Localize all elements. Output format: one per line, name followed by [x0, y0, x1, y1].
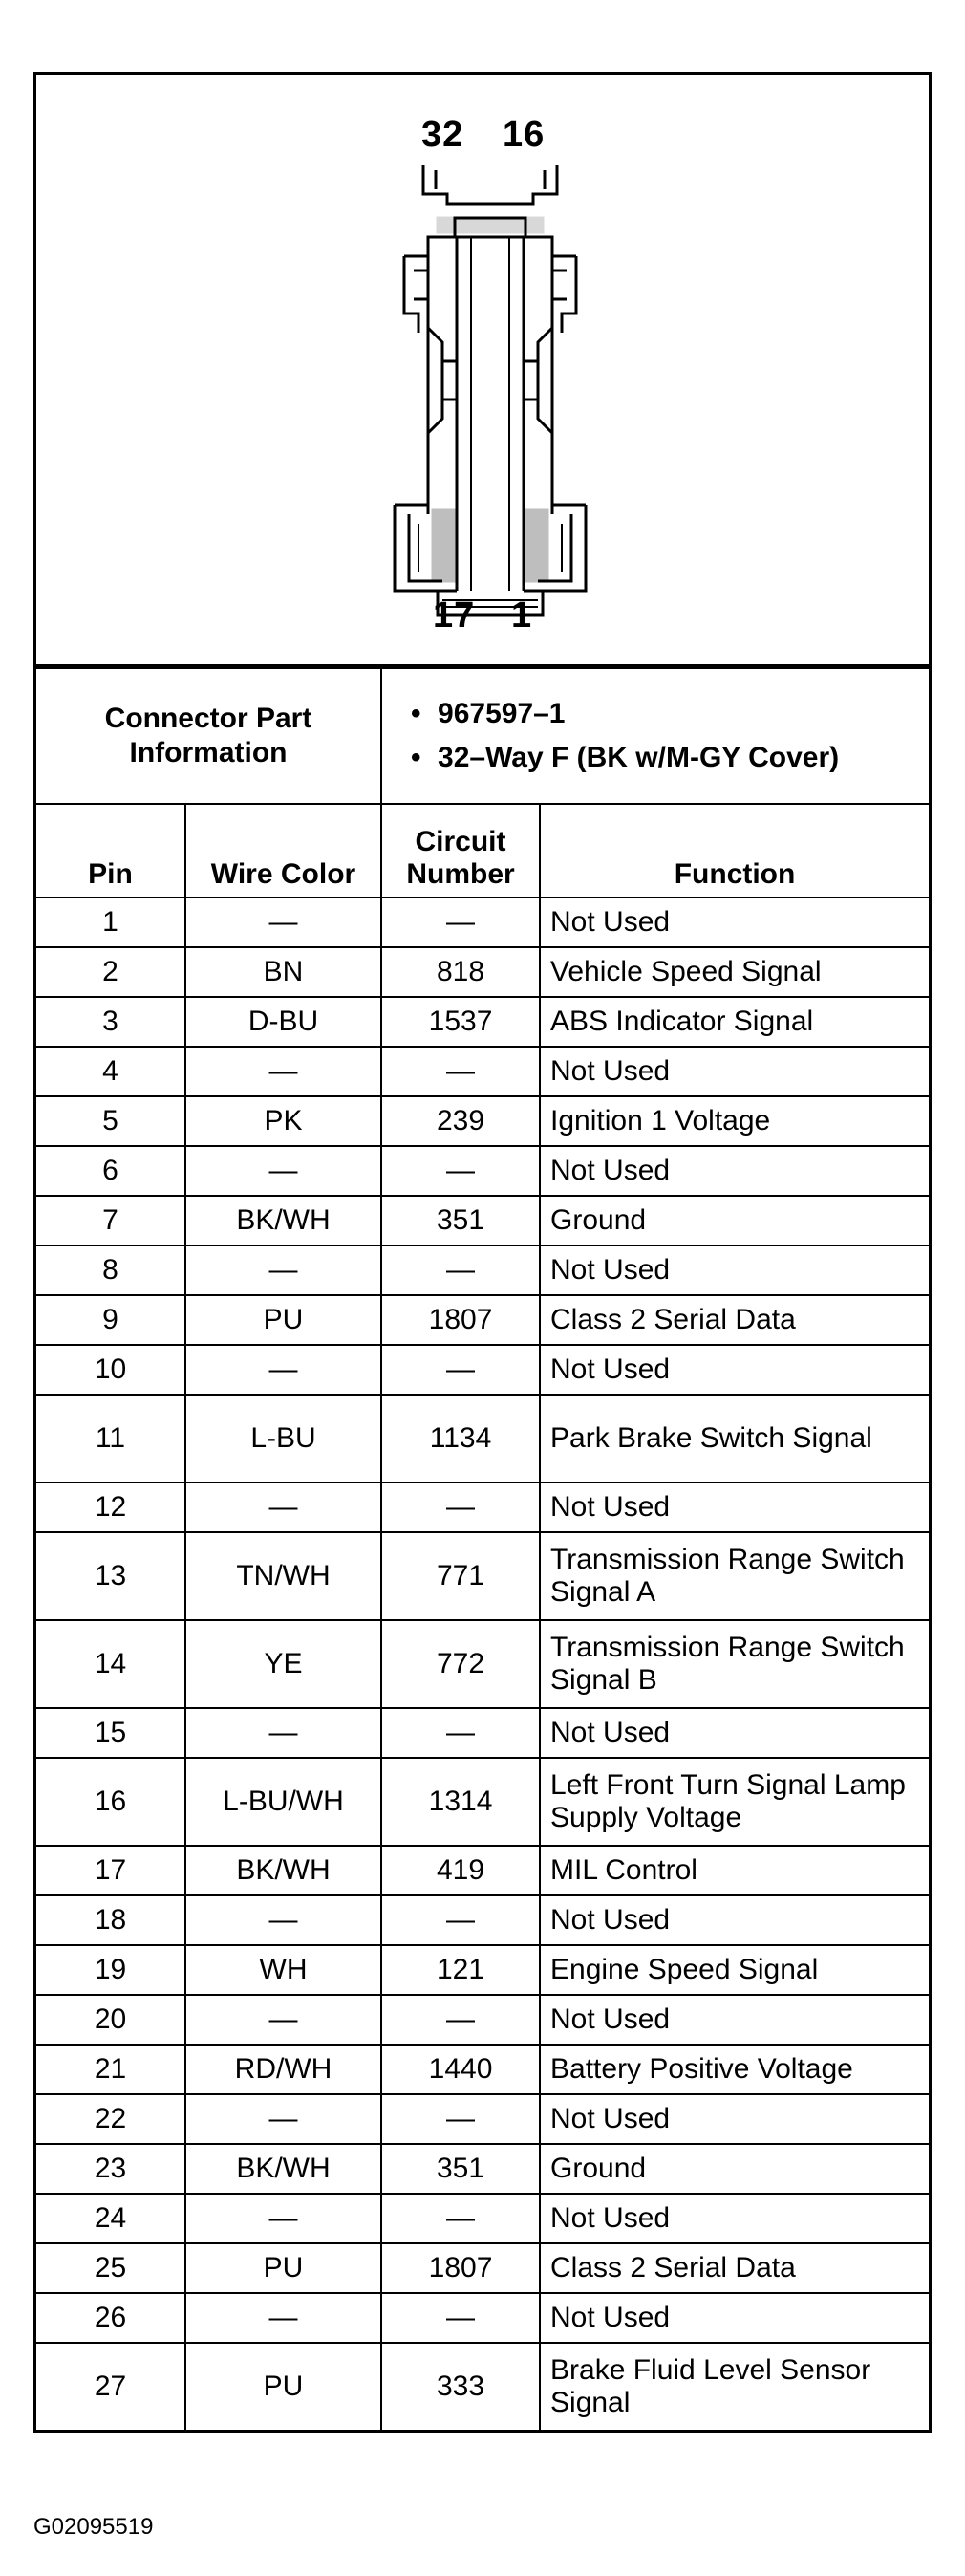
wire-color-cell: —	[185, 1483, 381, 1532]
function-cell: Vehicle Speed Signal	[540, 947, 929, 997]
circuit-number-cell: 351	[381, 1196, 540, 1245]
pin-cell: 26	[36, 2293, 185, 2343]
connector-description: • 32–Way F (BK w/M-GY Cover)	[411, 741, 919, 775]
table-row	[36, 1295, 929, 1345]
wire-color-cell: TN/WH	[185, 1532, 381, 1620]
circuit-number-cell: 419	[381, 1846, 540, 1895]
table-row	[36, 1895, 929, 1945]
table-row	[36, 2293, 929, 2343]
function-cell: Left Front Turn Signal Lamp Supply Voltage	[540, 1758, 929, 1846]
pin-cell: 14	[36, 1620, 185, 1708]
table-row	[36, 1708, 929, 1758]
connector-diagram	[36, 75, 929, 667]
wire-color-cell: L-BU/WH	[185, 1758, 381, 1846]
circuit-number-cell: —	[381, 1708, 540, 1758]
pinout-table	[36, 667, 929, 2430]
pin-cell: 8	[36, 1245, 185, 1295]
wire-color-cell: PU	[185, 2343, 381, 2430]
pin-cell: 15	[36, 1708, 185, 1758]
pin-cell: 24	[36, 2194, 185, 2243]
wire-color-cell: BK/WH	[185, 2144, 381, 2194]
table-row	[36, 2045, 929, 2094]
pin-cell: 5	[36, 1096, 185, 1146]
circuit-number-cell: —	[381, 2094, 540, 2144]
pin-cell: 7	[36, 1196, 185, 1245]
pin-cell: 27	[36, 2343, 185, 2430]
circuit-number-cell: 772	[381, 1620, 540, 1708]
circuit-number-cell: —	[381, 1047, 540, 1096]
function-cell: Battery Positive Voltage	[540, 2045, 929, 2094]
pin-cell: 1	[36, 898, 185, 947]
wire-color-cell: BK/WH	[185, 1196, 381, 1245]
pin-label-17: 17	[433, 595, 476, 636]
wire-color-cell: BK/WH	[185, 1846, 381, 1895]
pin-cell: 9	[36, 1295, 185, 1345]
circuit-number-cell: 1537	[381, 997, 540, 1047]
wire-color-cell: PU	[185, 2243, 381, 2293]
function-cell: Not Used	[540, 1345, 929, 1395]
table-row	[36, 1345, 929, 1395]
header-function: Function	[540, 804, 929, 898]
function-cell: Not Used	[540, 1995, 929, 2045]
table-row	[36, 1846, 929, 1895]
function-cell: Ignition 1 Voltage	[540, 1096, 929, 1146]
wire-color-cell: —	[185, 1708, 381, 1758]
table-row	[36, 997, 929, 1047]
circuit-number-cell: —	[381, 1245, 540, 1295]
circuit-number-cell: 121	[381, 1945, 540, 1995]
circuit-number-cell: —	[381, 1995, 540, 2045]
pin-cell: 4	[36, 1047, 185, 1096]
function-cell: Class 2 Serial Data	[540, 2243, 929, 2293]
wire-color-cell: D-BU	[185, 997, 381, 1047]
circuit-number-cell: 1314	[381, 1758, 540, 1846]
table-row	[36, 1146, 929, 1196]
table-row	[36, 2194, 929, 2243]
header-pin: Pin	[36, 804, 185, 898]
pin-cell: 11	[36, 1395, 185, 1483]
function-cell: Engine Speed Signal	[540, 1945, 929, 1995]
header-row	[36, 804, 929, 898]
function-cell: Not Used	[540, 1483, 929, 1532]
function-cell: Not Used	[540, 1895, 929, 1945]
wire-color-cell: —	[185, 1895, 381, 1945]
circuit-number-cell: 771	[381, 1532, 540, 1620]
circuit-number-cell: 351	[381, 2144, 540, 2194]
circuit-number-cell: —	[381, 1483, 540, 1532]
pin-cell: 22	[36, 2094, 185, 2144]
connector-part-number: • 967597–1	[411, 697, 919, 731]
connector-drawing-icon	[36, 75, 929, 664]
pin-cell: 10	[36, 1345, 185, 1395]
table-row	[36, 1483, 929, 1532]
pin-label-16: 16	[503, 115, 546, 155]
table-row	[36, 1245, 929, 1295]
pin-cell: 25	[36, 2243, 185, 2293]
pin-cell: 23	[36, 2144, 185, 2194]
function-cell: Transmission Range Switch Signal A	[540, 1532, 929, 1620]
pin-cell: 13	[36, 1532, 185, 1620]
connector-info-label: Connector Part Information	[36, 668, 381, 804]
circuit-number-cell: 818	[381, 947, 540, 997]
pin-cell: 12	[36, 1483, 185, 1532]
function-cell: Transmission Range Switch Signal B	[540, 1620, 929, 1708]
circuit-number-cell: 239	[381, 1096, 540, 1146]
function-cell: Not Used	[540, 2293, 929, 2343]
wire-color-cell: BN	[185, 947, 381, 997]
function-cell: ABS Indicator Signal	[540, 997, 929, 1047]
table-row	[36, 2243, 929, 2293]
pin-cell: 17	[36, 1846, 185, 1895]
function-cell: Not Used	[540, 1047, 929, 1096]
wire-color-cell: —	[185, 2194, 381, 2243]
table-row	[36, 1196, 929, 1245]
function-cell: Not Used	[540, 898, 929, 947]
circuit-number-cell: —	[381, 1895, 540, 1945]
circuit-number-cell: —	[381, 1146, 540, 1196]
pin-cell: 16	[36, 1758, 185, 1846]
wire-color-cell: —	[185, 898, 381, 947]
function-cell: Not Used	[540, 1708, 929, 1758]
wire-color-cell: —	[185, 1047, 381, 1096]
table-row	[36, 1995, 929, 2045]
function-cell: Brake Fluid Level Sensor Signal	[540, 2343, 929, 2430]
wire-color-cell: —	[185, 1995, 381, 2045]
table-row	[36, 1395, 929, 1483]
pin-label-1: 1	[511, 595, 533, 636]
pin-label-32: 32	[421, 115, 464, 155]
circuit-number-cell: 1134	[381, 1395, 540, 1483]
function-cell: Ground	[540, 2144, 929, 2194]
connector-sheet	[33, 72, 932, 2433]
pin-rows	[36, 898, 929, 2430]
wire-color-cell: RD/WH	[185, 2045, 381, 2094]
wire-color-cell: —	[185, 2094, 381, 2144]
pin-cell: 3	[36, 997, 185, 1047]
wire-color-cell: WH	[185, 1945, 381, 1995]
function-cell: Not Used	[540, 2194, 929, 2243]
function-cell: Not Used	[540, 1146, 929, 1196]
table-row	[36, 1047, 929, 1096]
table-row	[36, 898, 929, 947]
header-wire-color: Wire Color	[185, 804, 381, 898]
header-circuit-number: Circuit Number	[381, 804, 540, 898]
function-cell: Not Used	[540, 2094, 929, 2144]
table-row	[36, 2343, 929, 2430]
circuit-number-cell: 1440	[381, 2045, 540, 2094]
table-row	[36, 1620, 929, 1708]
table-row	[36, 2094, 929, 2144]
circuit-number-cell: —	[381, 1345, 540, 1395]
pin-cell: 21	[36, 2045, 185, 2094]
function-cell: MIL Control	[540, 1846, 929, 1895]
pin-cell: 2	[36, 947, 185, 997]
circuit-number-cell: 1807	[381, 1295, 540, 1345]
wire-color-cell: —	[185, 2293, 381, 2343]
table-row	[36, 2144, 929, 2194]
wire-color-cell: L-BU	[185, 1395, 381, 1483]
circuit-number-cell: —	[381, 898, 540, 947]
wire-color-cell: —	[185, 1146, 381, 1196]
pin-cell: 19	[36, 1945, 185, 1995]
table-row	[36, 1945, 929, 1995]
connector-info-row	[36, 668, 929, 804]
table-row	[36, 1532, 929, 1620]
function-cell: Ground	[540, 1196, 929, 1245]
circuit-number-cell: 333	[381, 2343, 540, 2430]
wire-color-cell: PK	[185, 1096, 381, 1146]
connector-info-list	[381, 668, 929, 804]
pin-cell: 6	[36, 1146, 185, 1196]
wire-color-cell: —	[185, 1245, 381, 1295]
function-cell: Not Used	[540, 1245, 929, 1295]
circuit-number-cell: —	[381, 2194, 540, 2243]
wire-color-cell: —	[185, 1345, 381, 1395]
circuit-number-cell: 1807	[381, 2243, 540, 2293]
circuit-number-cell: —	[381, 2293, 540, 2343]
function-cell: Park Brake Switch Signal	[540, 1395, 929, 1483]
pin-cell: 20	[36, 1995, 185, 2045]
table-row	[36, 1758, 929, 1846]
table-row	[36, 1096, 929, 1146]
table-row	[36, 947, 929, 997]
wire-color-cell: YE	[185, 1620, 381, 1708]
wire-color-cell: PU	[185, 1295, 381, 1345]
pin-cell: 18	[36, 1895, 185, 1945]
function-cell: Class 2 Serial Data	[540, 1295, 929, 1345]
figure-id: G02095519	[33, 2514, 154, 2540]
